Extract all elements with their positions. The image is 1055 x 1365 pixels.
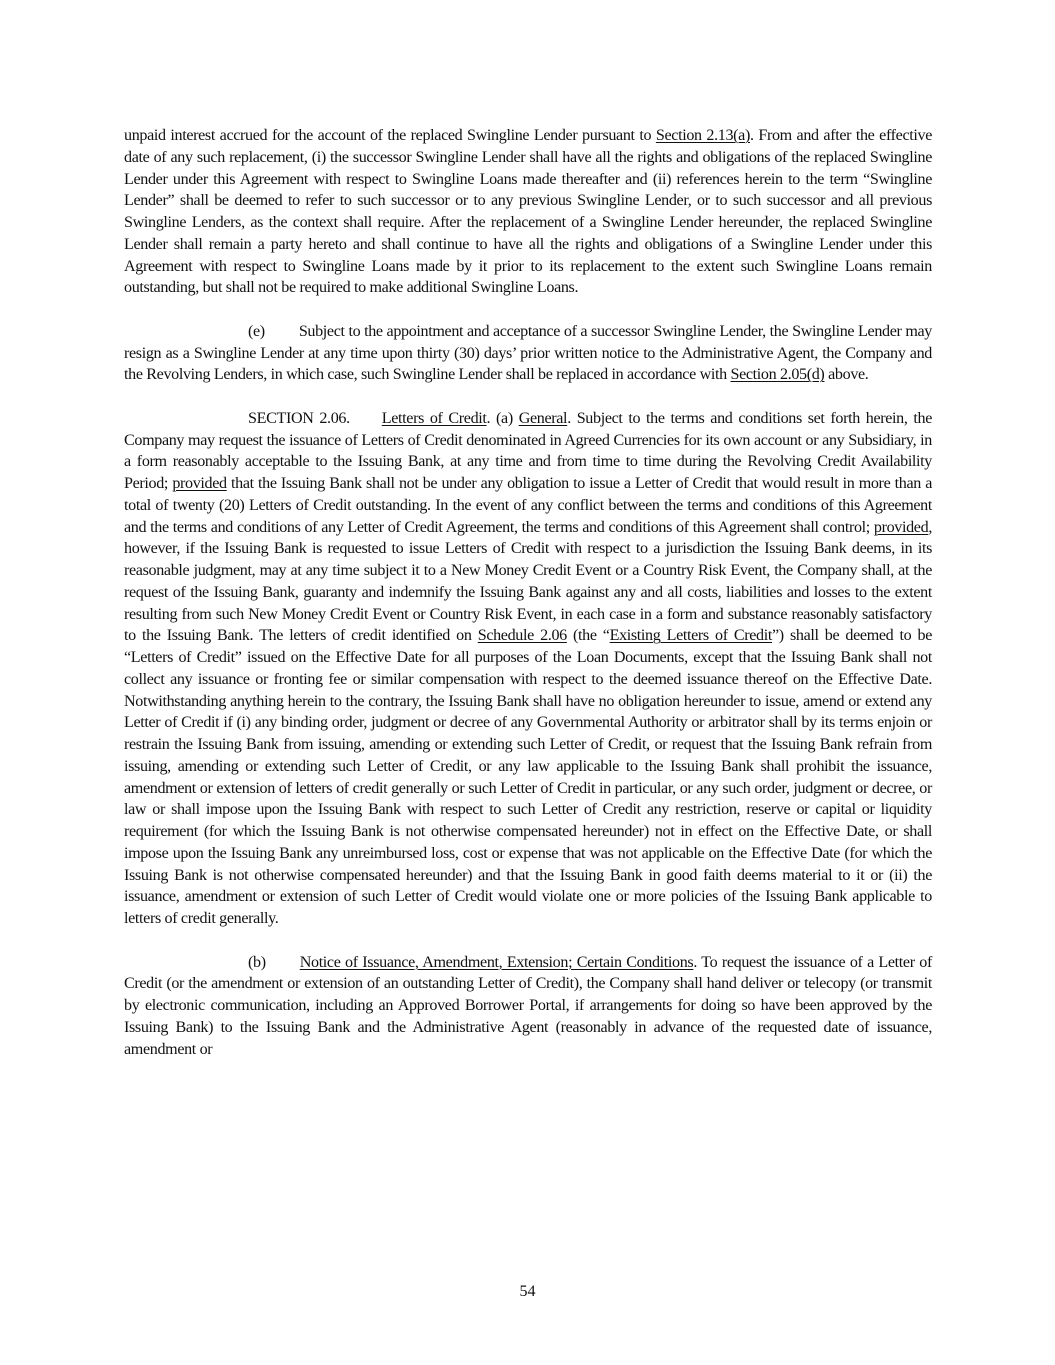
defined-term: Existing Letters of Credit [609, 627, 772, 645]
schedule-reference: Schedule 2.06 [477, 627, 567, 645]
text: , however, if the Issuing Bank is requested to issue Letters of Credit with respect to a jurisdiction the Issuing Bank deems, in its reasonable judgment, may at any time subject it to a New Money Credit Event or a Country Risk Event, the Company shall, at the request of the Issuing Bank, guaranty and indemnify the Issuing Bank against any and all costs, liabilities and losses to the extent resulting from such New Money Credit Event or Country Risk Event, in each case in a form and substance reasonably satisfactory to the Issuing Bank. The letters of credit identified on [124, 518, 932, 645]
text: (the “ [566, 627, 610, 645]
provided-term: provided [172, 475, 227, 492]
document-page [124, 125, 932, 1060]
text: . (a) [486, 409, 519, 427]
page-number: 54 [519, 1283, 536, 1300]
paragraph-section-2-06 [124, 408, 932, 930]
text: unpaid interest accrued for the account of the replaced Swingline Lender pursuant to [124, 127, 656, 144]
text: . To request the issuance of a Letter of Credit (or the amendment or extension of an outstanding Letter of Credit), the Company shall hand deliver or telecopy (or transmit by electronic communication, including an Approved Borrower Portal, if arrangements for doing so have been approved by the Issuing Bank) to the Issuing Bank and the Administrative Agent (reasonably in advance of the requested date of issuance, amendment or [124, 953, 932, 1058]
text: . From and after the effective date of any such replacement, (i) the successor Swingline Lender shall have all the rights and obligations of the replaced Swingline Lender under this Agreement with respect to Swingline Loans made thereafter and (ii) references herein to the term “Swingline Lender” shall be deemed to refer to such successor or to any previous Swingline Lender, or to such successor and all previous Swingline Lenders, as the context shall require. After the replacement of a Swingline Lender hereunder, the replaced Swingline Lender shall remain a party hereto and shall continue to have all the rights and obligations of a Swingline Lender under this Agreement with respect to Swingline Loans made by it prior to its replacement to the extent such Swingline Loans remain outstanding, but shall not be required to make additional Swingline Loans. [124, 127, 933, 297]
provided-term: provided [873, 518, 929, 536]
section-number: SECTION 2.06. [248, 409, 350, 427]
paragraph-swingline-replacement [124, 125, 932, 299]
subsection-heading: General [518, 409, 568, 427]
subsection-heading: Notice of Issuance, Amendment, Extension; Certain Conditions [299, 953, 694, 971]
text: ”) shall be deemed to be “Letters of Credit” issued on the Effective Date for all purposes of the Loan Documents, except that the Issuing Bank shall not collect any issuance or fronting fee or similar compensation with respect to the deemed issuance thereof on the Effective Date. Notwithstanding anything herein to the contrary, the Issuing Bank shall have no obligation hereunder to issue, amend or extend any Letter of Credit if (i) any binding order, judgment or decree of any Governmental Authority or arbitrator shall by its terms enjoin or restrain the Issuing Bank from issuing, amending or extending such Letter of Credit, or request that the Issuing Bank refrain from issuing, amending or extending such Letter of Credit, or any law applicable to the Issuing Bank shall prohibit the issuance, amendment or extension of letters of credit generally or such Letter of Credit in particular, or any such order, judgment or decree, or law or shall impose upon the Issuing Bank with respect to such Letter of Credit any restriction, reserve or capital or liquidity requirement (for which the Issuing Bank is not otherwise compensated hereunder) not in effect on the Effective Date, or shall impose upon the Issuing Bank any unreimbursed loss, cost or expense that was not applicable on the Effective Date (for which the Issuing Bank is not otherwise compensated hereunder) and that the Issuing Bank in good faith deems material to it or (ii) the issuance, amendment or extension of such Letter of Credit would violate one or more policies of the Issuing Bank applicable to letters of credit generally. [124, 627, 932, 927]
section-reference: Section 2.05(d) [730, 366, 825, 384]
text: . Subject to the terms and conditions set forth herein, the Company may request the issuance of Letters of Credit denominated in Agreed Currencies for its own account or any Subsidiary, in a form reasonably acceptable to the Issuing Bank, at any time and from time to time during the Revolving Credit Availability Period; [124, 409, 932, 492]
clause-label: (e) [248, 322, 265, 340]
paragraph-swingline-resignation [124, 321, 932, 386]
paragraph-notice-of-issuance [124, 952, 932, 1061]
clause-label: (b) [248, 953, 266, 971]
text: that the Issuing Bank shall not be under any obligation to issue a Letter of Credit that would result in more than a total of twenty (20) Letters of Credit outstanding. In the event of any conflict between the terms and conditions of this Agreement and the terms and conditions of any Letter of Credit Agreement, the terms and conditions of this Agreement shall control; [124, 475, 932, 536]
section-heading: Letters of Credit [381, 409, 487, 427]
section-reference: Section 2.13(a) [655, 127, 750, 144]
text: above. [824, 366, 869, 384]
text: Subject to the appointment and acceptance of a successor Swingline Lender, the Swingline Lender may resign as a Swingline Lender at any time upon thirty (30) days’ prior written notice to the Administrative Agent, the Company and the Revolving Lenders, in which case, such Swingline Lender shall be replaced in accordance with [124, 322, 932, 384]
